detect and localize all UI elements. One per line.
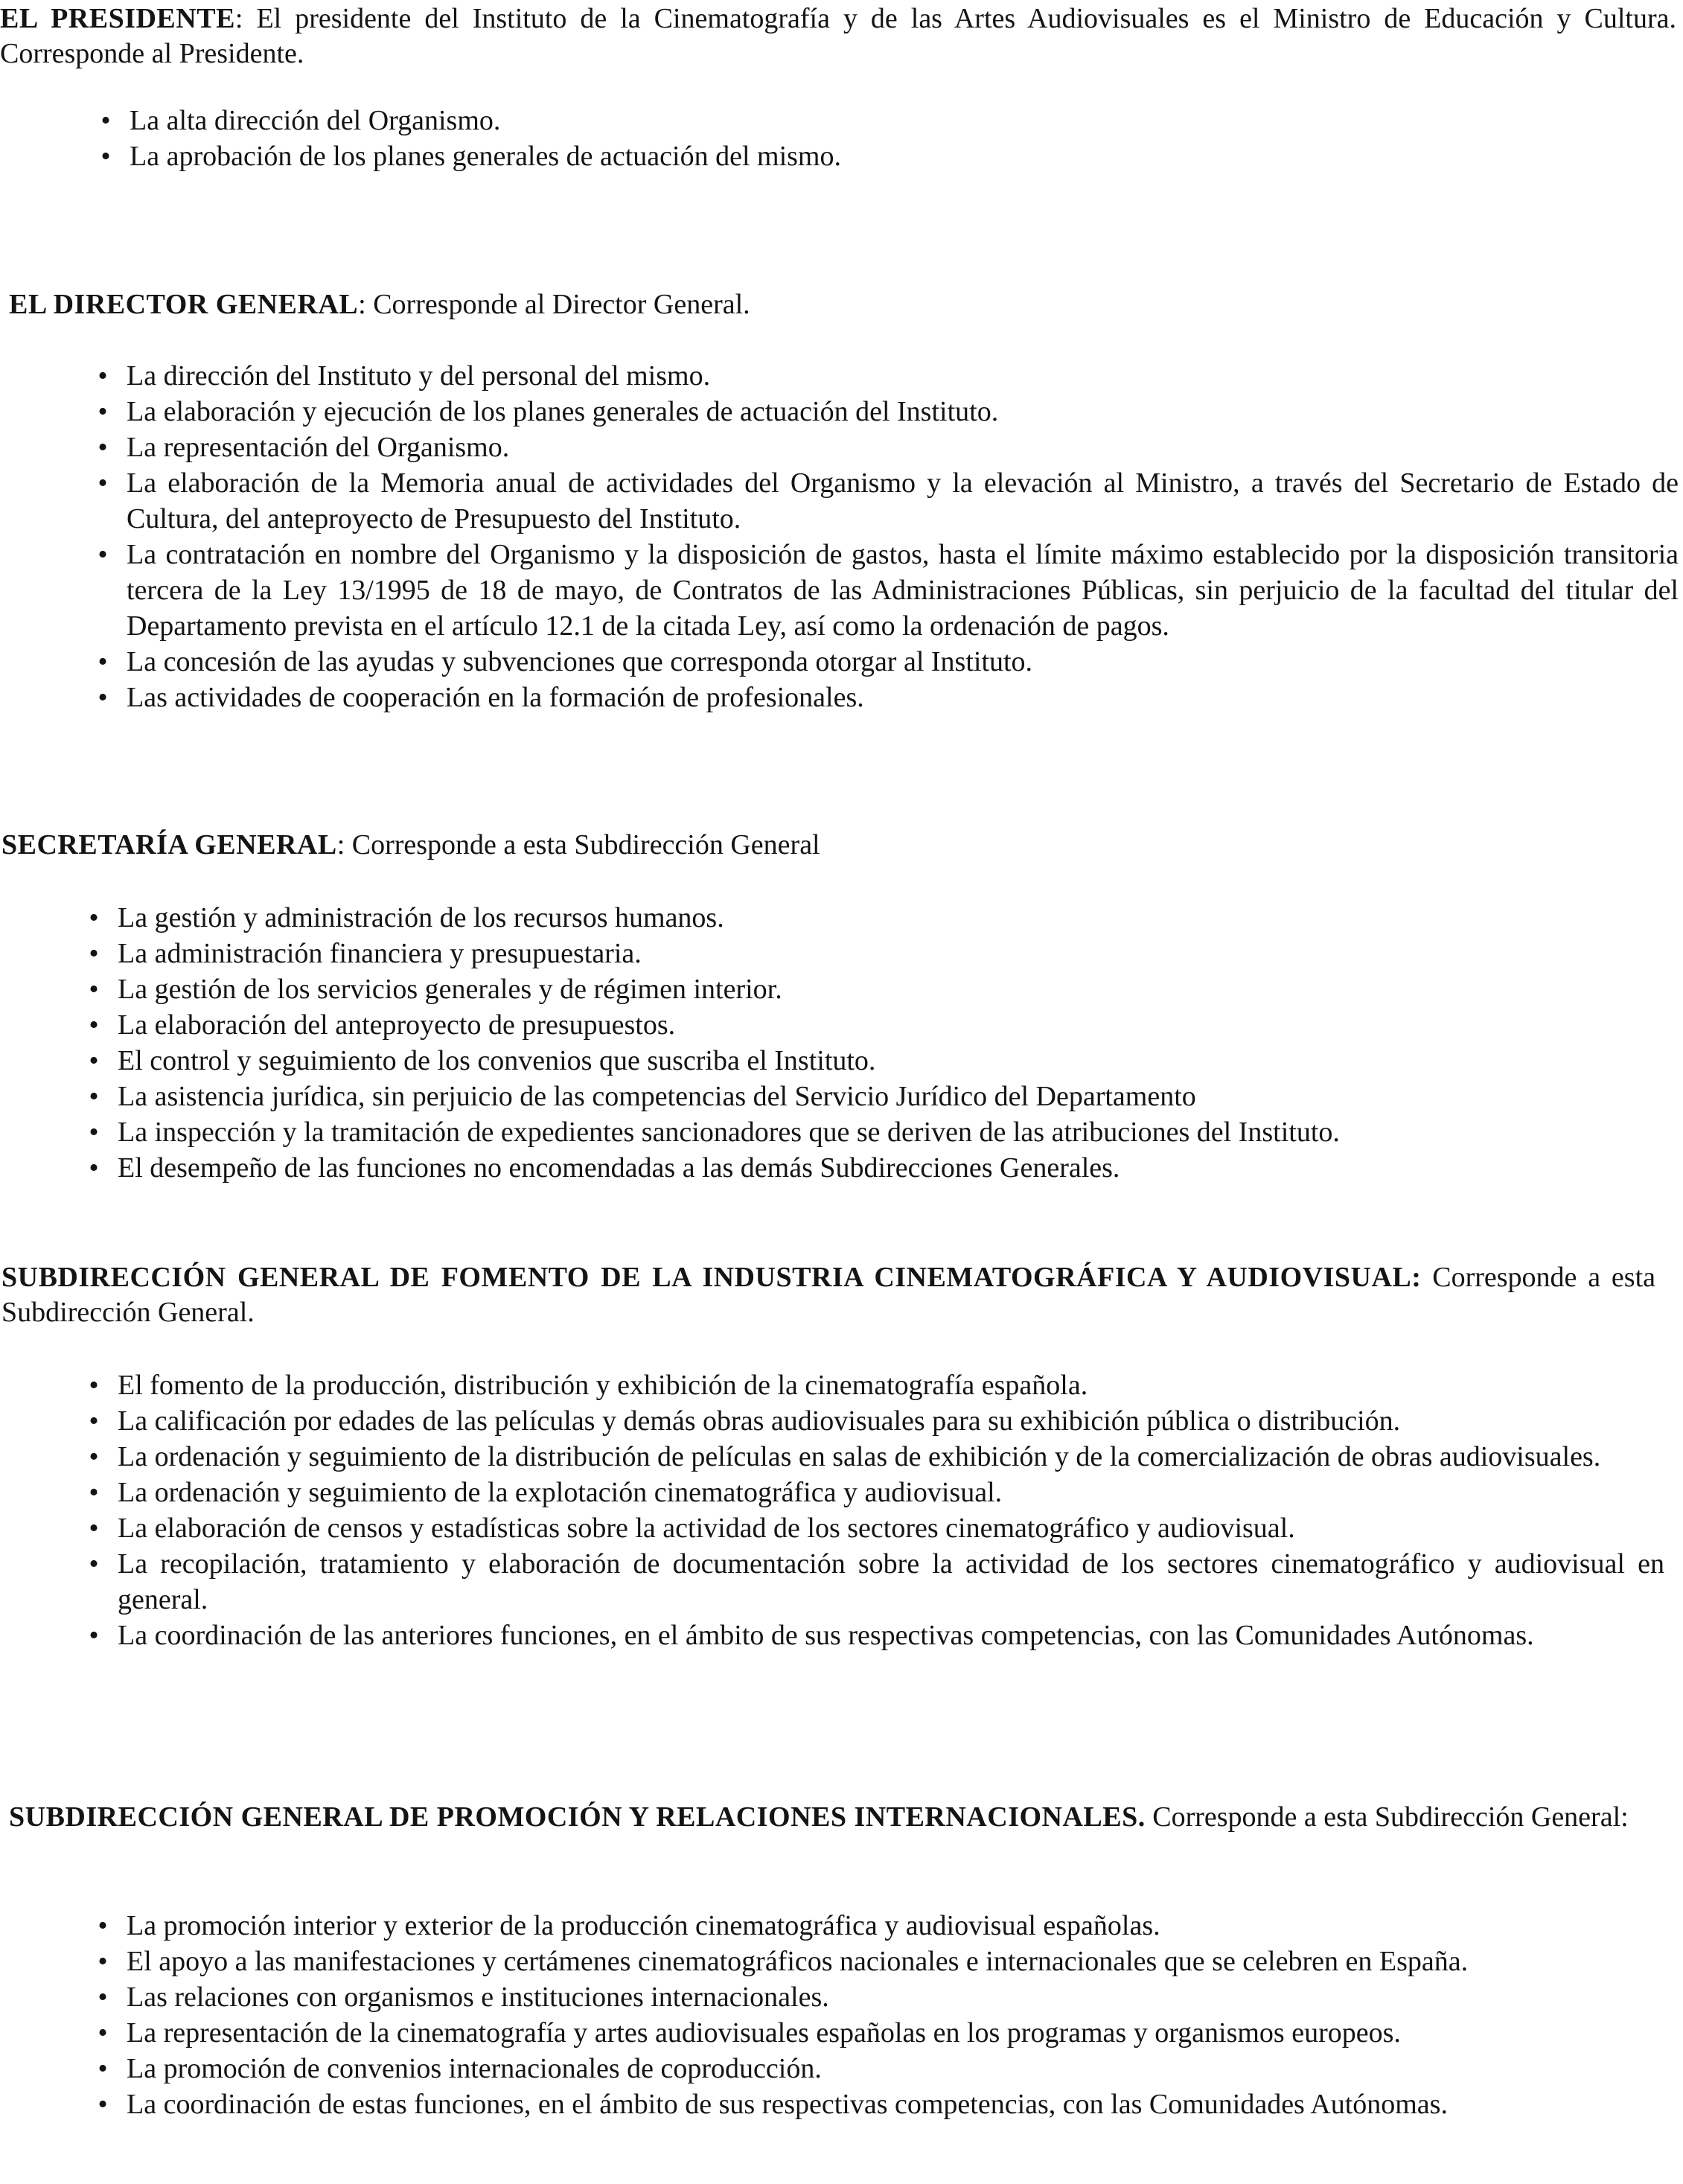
bullet-icon: • [98, 539, 108, 570]
bullet-icon: • [89, 1405, 99, 1437]
list-item: • El apoyo a las manifestaciones y certámenes cinematográficos nacionales e internacionales que se celebren en España. [127, 1944, 1675, 1979]
bullet-icon: • [89, 1477, 99, 1508]
section-intro: : Corresponde al Director General. [358, 289, 750, 320]
section-title: SUBDIRECCIÓN GENERAL DE FOMENTO DE LA INDUSTRIA CINEMATOGRÁFICA Y AUDIOVISUAL: [1, 1262, 1422, 1293]
list-item: • La elaboración del anteproyecto de presupuestos. [118, 1007, 1673, 1043]
list-item: • La ordenación y seguimiento de la distribución de películas en salas de exhibición y de la comercialización de obras audiovisuales. [118, 1439, 1664, 1475]
section-list [98, 1908, 1675, 2122]
section-intro: : Corresponde a esta Subdirección General [336, 829, 820, 860]
list-item: • La administración financiera y presupuestaria. [118, 936, 1673, 971]
bullet-icon: • [98, 396, 108, 427]
list-item: • La asistencia jurídica, sin perjuicio de las competencias del Servicio Jurídico del Departamento [118, 1079, 1673, 1114]
list-item: • La aprobación de los planes generales de actuación del mismo. [130, 138, 1655, 174]
bullet-icon: • [98, 2053, 108, 2084]
bullet-icon: • [89, 1117, 99, 1148]
section-heading [1, 1260, 1655, 1330]
section-list [89, 1367, 1664, 1653]
bullet-icon: • [89, 1009, 99, 1041]
list-item: • La promoción de convenios internacionales de coproducción. [127, 2051, 1675, 2086]
bullet-icon: • [98, 2017, 108, 2049]
list-item: • La representación del Organismo. [127, 430, 1679, 465]
section-title: SECRETARÍA GENERAL [1, 829, 337, 860]
list-item: • La calificación por edades de las películas y demás obras audiovisuales para su exhibición pública o distribución. [118, 1403, 1664, 1439]
bullet-icon: • [98, 432, 108, 463]
list-item: • El fomento de la producción, distribución y exhibición de la cinematografía española. [118, 1367, 1664, 1403]
list-item: • La gestión y administración de los recursos humanos. [118, 900, 1673, 936]
list-item: • La representación de la cinematografía y artes audiovisuales españolas en los programas y organismos europeos. [127, 2015, 1675, 2051]
bullet-icon: • [89, 902, 99, 933]
list-item: • La elaboración de la Memoria anual de actividades del Organismo y la elevación al Ministro, a través del Secretario de Estado de Cultura, del anteproyecto de Presupuesto del Instituto. [127, 465, 1679, 537]
list-item: • La contratación en nombre del Organismo y la disposición de gastos, hasta el límite máximo establecido por la disposición transitoria tercera de la Ley 13/1995 de 18 de mayo, de Contratos de las Administraciones Públicas, sin perjuicio de la facultad del titular del Departamento prevista en el artículo 12.1 de la citada Ley, así como la ordenación de pagos. [127, 537, 1679, 644]
section-list [89, 900, 1673, 1186]
section-intro: Corresponde a esta Subdirección General. [1, 1262, 1655, 1328]
list-item: • La concesión de las ayudas y subvenciones que corresponda otorgar al Instituto. [127, 644, 1679, 680]
list-item: • Las relaciones con organismos e instituciones internacionales. [127, 1979, 1675, 2015]
bullet-icon: • [89, 1081, 99, 1112]
bullet-icon: • [89, 1441, 99, 1472]
bullet-icon: • [100, 105, 111, 136]
list-item: • Las actividades de cooperación en la formación de profesionales. [127, 680, 1679, 715]
list-item: • La promoción interior y exterior de la producción cinematográfica y audiovisual españolas. [127, 1908, 1675, 1944]
bullet-icon: • [89, 1370, 99, 1401]
section-heading [9, 287, 1676, 322]
list-item: • El desempeño de las funciones no encomendadas a las demás Subdirecciones Generales. [118, 1150, 1673, 1186]
section-title: EL PRESIDENTE [0, 3, 235, 34]
section-title: SUBDIRECCIÓN GENERAL DE PROMOCIÓN Y RELACIONES INTERNACIONALES. [9, 1801, 1146, 1833]
section-list [100, 103, 1655, 174]
bullet-icon: • [98, 467, 108, 499]
bullet-icon: • [89, 1513, 99, 1544]
list-item: • La recopilación, tratamiento y elaboración de documentación sobre la actividad de los sectores cinematográfico y audiovisual en general. [118, 1546, 1664, 1618]
list-item: • La coordinación de estas funciones, en el ámbito de sus respectivas competencias, con las Comunidades Autónomas. [127, 2086, 1675, 2122]
list-item: • La elaboración de censos y estadísticas sobre la actividad de los sectores cinematográfico y audiovisual. [118, 1510, 1664, 1546]
section-title: EL DIRECTOR GENERAL [9, 289, 359, 320]
bullet-icon: • [89, 938, 99, 969]
bullet-icon: • [98, 1910, 108, 1941]
bullet-icon: • [89, 1620, 99, 1651]
section-heading [1, 828, 1669, 863]
bullet-icon: • [98, 682, 108, 713]
bullet-icon: • [98, 646, 108, 677]
bullet-icon: • [98, 1982, 108, 2013]
list-item: • La elaboración y ejecución de los planes generales de actuación del Instituto. [127, 394, 1679, 430]
section-intro: Corresponde a esta Subdirección General: [1145, 1801, 1629, 1833]
bullet-icon: • [89, 1045, 99, 1076]
section-heading [0, 1, 1676, 71]
list-item: • La inspección y la tramitación de expedientes sancionadores que se deriven de las atribuciones del Instituto. [118, 1114, 1673, 1150]
list-item: • La dirección del Instituto y del personal del mismo. [127, 358, 1679, 394]
bullet-icon: • [89, 974, 99, 1005]
list-item: • La gestión de los servicios generales y de régimen interior. [118, 971, 1673, 1007]
section-list [98, 358, 1679, 715]
bullet-icon: • [98, 2089, 108, 2120]
section-intro: : El presidente del Instituto de la Cinematografía y de las Artes Audiovisuales es el Ministro de Educación y Cultura. Corresponde al Presidente. [0, 3, 1676, 69]
bullet-icon: • [89, 1152, 99, 1184]
list-item: • La alta dirección del Organismo. [130, 103, 1655, 138]
list-item: • La ordenación y seguimiento de la explotación cinematográfica y audiovisual. [118, 1475, 1664, 1510]
section-heading [9, 1800, 1666, 1835]
list-item: • La coordinación de las anteriores funciones, en el ámbito de sus respectivas competencias, con las Comunidades Autónomas. [118, 1618, 1664, 1653]
bullet-icon: • [98, 1946, 108, 1977]
bullet-icon: • [100, 141, 111, 172]
list-item: • El control y seguimiento de los convenios que suscriba el Instituto. [118, 1043, 1673, 1079]
bullet-icon: • [89, 1548, 99, 1580]
bullet-icon: • [98, 360, 108, 392]
